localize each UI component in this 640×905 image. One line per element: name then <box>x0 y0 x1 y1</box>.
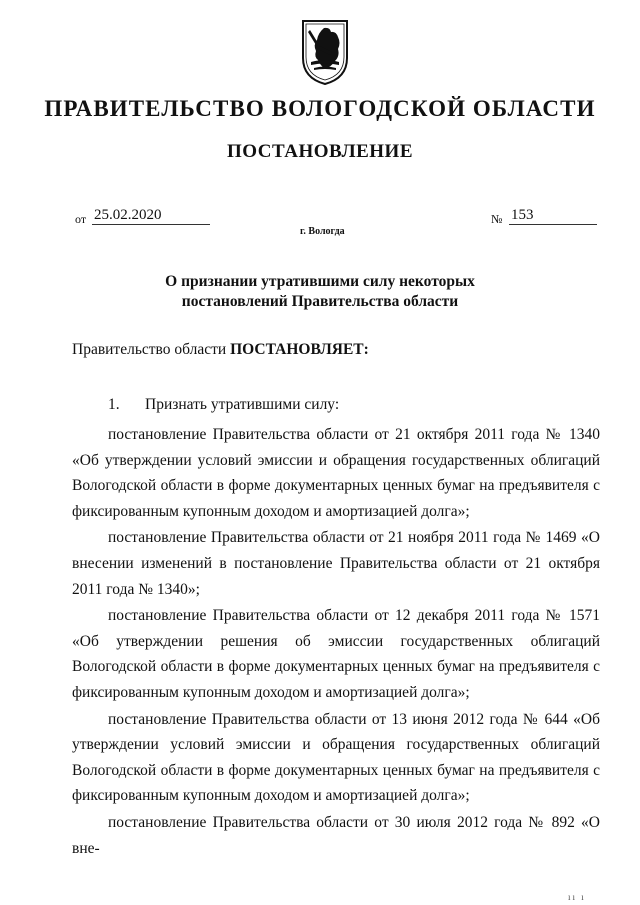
document-number: 153 <box>509 206 597 225</box>
item-heading-text: Признать утратившими силу: <box>145 396 340 413</box>
document-city: г. Вологда <box>300 226 345 237</box>
body-paragraph: постановление Правительства области от 21 октября 2011 года № 1340 «Об утверждении условий эмиссии и обращения государственных облигаций Вологодской области в форме документарных ценных бумаг на предъявителя с фиксированным купонным доходом и амортизацией долга»; <box>72 426 600 520</box>
vologda-coat-of-arms-icon <box>300 18 350 86</box>
page-corner-mark: ıı ı <box>568 892 586 902</box>
preamble <box>72 341 369 359</box>
body-paragraph: постановление Правительства области от 21 ноября 2011 года № 1469 «О внесении изменений в постановление Правительства области от 21 октября 2011 года № 1340»; <box>72 529 600 598</box>
body-paragraph: постановление Правительства области от 12 декабря 2011 года № 1571 «Об утверждении решения об эмиссии государственных облигаций Вологодской области в форме документарных ценных бумаг на предъявителя с фиксированным купонным доходом и амортизацией долга»; <box>72 607 600 701</box>
document-subject <box>110 272 530 312</box>
preamble-text: Правительство области <box>72 341 231 358</box>
document-body <box>72 394 600 862</box>
preamble-keyword: ПОСТАНОВЛЯЕТ: <box>230 341 369 358</box>
item-heading <box>108 394 600 416</box>
date-label: от <box>75 212 87 226</box>
document-date: 25.02.2020 <box>92 206 210 225</box>
item-number: 1. <box>108 396 120 413</box>
subject-line: О признании утратившими силу некоторых <box>165 273 475 290</box>
document-type: ПОСТАНОВЛЕНИЕ <box>226 141 414 162</box>
issuing-authority: ПРАВИТЕЛЬСТВО ВОЛОГОДСКОЙ ОБЛАСТИ <box>44 96 596 121</box>
body-paragraph: постановление Правительства области от 30 июля 2012 года № 892 «О вне- <box>72 813 600 857</box>
body-paragraph: постановление Правительства области от 13 июня 2012 года № 644 «Об утверждении условий эмиссии и обращения государственных облигаций Вологодской области в форме документарных ценных бумаг на предъявителя с фиксированным купонным доходом и амортизацией долга»; <box>72 710 600 805</box>
subject-line: постановлений Правительства области <box>181 293 459 310</box>
number-label: № <box>491 212 503 226</box>
